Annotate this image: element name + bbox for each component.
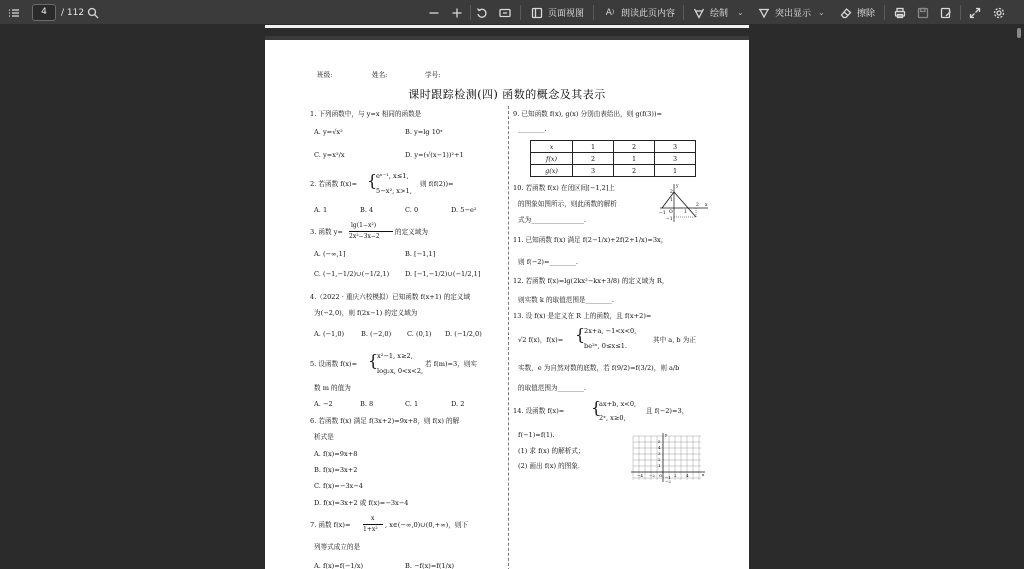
table-cell: 2 <box>573 153 614 165</box>
page-title: 课时跟踪检测(四) 函数的概念及其表示 <box>408 88 606 101</box>
name-field-label: 姓名: <box>372 71 388 79</box>
question-2-option-b: B. 4 <box>360 206 374 214</box>
graph-label: y <box>676 184 679 189</box>
question-9-blank: ________. <box>518 125 547 133</box>
question-13-piece-2: be²ˣ, 0≤x≤1. <box>584 342 628 350</box>
grid-label: y <box>665 432 668 437</box>
question-14-part-1: (1) 求 f(x) 的解析式； <box>518 447 585 455</box>
table-cell: 1 <box>655 165 696 177</box>
question-1-option-a: A. y=√x² <box>314 128 343 136</box>
graph-label: 1 <box>684 210 687 215</box>
rotate-icon <box>475 6 489 20</box>
question-13-text-end: 其中 a, b 为正 <box>653 336 696 344</box>
table-cell: f(x) <box>531 153 573 165</box>
contents-button[interactable] <box>7 0 21 25</box>
question-2-text-end: 则 f(f(2))= <box>420 180 454 188</box>
graph-label: −1 <box>659 211 666 216</box>
fullscreen-button[interactable] <box>968 0 982 25</box>
brace: { <box>367 171 378 190</box>
question-14-part-2: (2) 画出 f(x) 的图象. <box>518 462 580 470</box>
question-3-denominator: 2x²−3x−2 <box>349 233 380 240</box>
scrollbar-thumb[interactable] <box>1017 28 1021 38</box>
grid-label: 4 <box>686 473 689 478</box>
previous-page-edge <box>265 25 749 28</box>
question-2-option-c: C. 0 <box>405 206 419 214</box>
question-14-grid <box>631 432 709 484</box>
question-2-text: 2. 若函数 f(x)= <box>310 180 358 188</box>
question-5-text-line-2: 数 m 的值为 <box>314 384 351 392</box>
table-cell: 3 <box>655 153 696 165</box>
expand-icon <box>968 6 982 20</box>
question-10-graph <box>658 182 710 224</box>
function-table <box>530 140 696 177</box>
question-3-numerator: lg(1−x²) <box>351 222 377 229</box>
graph-label: x <box>705 203 708 208</box>
page-view-button[interactable] <box>530 0 584 25</box>
page-total: / 112 <box>61 7 85 18</box>
rotate-button[interactable] <box>475 0 489 25</box>
question-10-text-line-3: 式为________________. <box>518 216 587 224</box>
highlighter-icon <box>757 6 771 20</box>
table-row <box>531 153 696 165</box>
save-as-button[interactable] <box>939 0 953 25</box>
save-icon <box>916 6 930 20</box>
draw-options-dropdown[interactable] <box>737 0 744 25</box>
question-11-text: 11. 已知函数 f(x) 满足 f(2−1/x)+2f(2+1/x)=3x， <box>513 236 668 244</box>
question-3-option-c: C. (−1,−1/2)∪(−1/2,1) <box>314 270 390 278</box>
question-13-text-line-2: √2 f(x)，f(x)= <box>518 336 564 344</box>
table-row <box>531 141 696 153</box>
grid-label: x <box>702 472 705 477</box>
print-icon <box>893 6 907 20</box>
question-7-text: 7. 函数 f(x)= <box>310 521 351 529</box>
question-3-text: 3. 函数 y= <box>310 228 343 236</box>
draw-label: 绘制 <box>710 9 729 19</box>
save-as-icon <box>939 6 953 20</box>
question-9-text: 9. 已知函数 f(x), g(x) 分别由表给出，则 g(f(3))= <box>513 110 663 118</box>
table-cell: 3 <box>655 141 696 153</box>
gear-icon <box>992 6 1006 20</box>
question-1-option-b: B. y=lg 10ˣ <box>405 128 443 136</box>
pdf-toolbar <box>0 0 1024 25</box>
table-cell: 2 <box>614 165 655 177</box>
question-6-option-b: B. f(x)=3x+2 <box>314 466 358 474</box>
question-14-text: 14. 设函数 f(x)= <box>513 407 565 415</box>
class-field-label: 班级: <box>317 71 333 79</box>
question-4-text-line-2: 为(−2,0)，则 f(2x−1) 的定义域为 <box>314 309 418 317</box>
brace: { <box>591 398 602 417</box>
table-row <box>531 165 696 177</box>
fit-to-page-icon <box>498 6 512 20</box>
question-4-option-c: C. (0,1) <box>407 330 432 338</box>
question-13-text-line-4: 的取值范围为________. <box>518 384 587 392</box>
question-5-piece-1: x²−1, x≥2, <box>377 352 413 360</box>
grid-label: 2 <box>674 473 677 478</box>
draw-button[interactable] <box>692 0 728 25</box>
question-5-text-end: 若 f(m)=3，则实 <box>425 360 478 368</box>
question-7-option-a: A. f(x)=f(−1/x) <box>314 562 364 569</box>
question-5-option-b: B. 8 <box>360 400 374 408</box>
graph-label: 1 <box>670 198 673 203</box>
question-3-option-d: D. [−1,−1/2)∪(−1/2,1] <box>405 270 481 278</box>
question-11-text-line-2: 则 f(−2)=________. <box>518 258 578 266</box>
question-1-option-d: D. y=(√(x−1))²+1 <box>405 151 464 159</box>
question-2-piece-1: eˣ⁻¹, x≤1, <box>376 172 409 180</box>
question-5-text: 5. 设函数 f(x)= <box>310 360 358 368</box>
table-cell: 3 <box>573 165 614 177</box>
plus-icon <box>450 6 464 20</box>
search-button[interactable] <box>86 0 100 25</box>
grid-label: 3 <box>658 451 661 456</box>
erase-button[interactable] <box>839 0 875 25</box>
question-1-text: 1. 下列函数中，与 y=x 相同的函数是 <box>310 110 422 118</box>
question-3-text-end: 的定义域为 <box>395 228 428 236</box>
grid-label: 4 <box>658 445 661 450</box>
table-cell: 1 <box>573 141 614 153</box>
grid-label: −2 <box>665 479 671 484</box>
question-7-text-end: , x∈(−∞,0)∪(0,+∞)，则下 <box>385 521 469 529</box>
print-button[interactable] <box>893 0 907 25</box>
question-5-option-a: A. −2 <box>314 400 333 408</box>
page-view-icon <box>530 6 544 20</box>
question-7-option-b: B. −f(x)=f(1/x) <box>405 562 455 569</box>
page-number-input[interactable]: 4 <box>32 4 56 21</box>
question-5-option-c: C. 1 <box>405 400 419 408</box>
graph-label: −1 <box>666 217 673 222</box>
question-14-piece-1: ax+b, x<0, <box>599 400 637 408</box>
minus-icon <box>427 6 441 20</box>
graph-label: O <box>669 210 673 215</box>
search-icon <box>86 6 100 20</box>
grid-label: 5 <box>658 439 661 444</box>
grid-label: 2 <box>658 457 661 462</box>
question-3-option-b: B. [−1,1] <box>405 250 436 258</box>
fraction-bar <box>349 231 393 232</box>
fraction-bar <box>363 524 383 525</box>
column-divider <box>508 106 509 569</box>
question-12-text-line-2: 则实数 k 的取值范围是________. <box>518 296 615 304</box>
question-7-denominator: 1+x² <box>363 526 378 533</box>
question-6-option-d: D. f(x)=3x+2 或 f(x)=−3x−4 <box>314 499 409 507</box>
table-cell: x <box>531 141 573 153</box>
zoom-out-button[interactable] <box>427 0 441 25</box>
grid-label: 1 <box>658 463 661 468</box>
grid-label: −1 <box>665 475 671 480</box>
highlight-button[interactable] <box>757 0 811 25</box>
table-cell: 1 <box>614 153 655 165</box>
question-6-option-a: A. f(x)=9x+8 <box>314 450 358 458</box>
question-2-option-d: D. 5−e² <box>451 206 477 214</box>
fit-page-button[interactable] <box>498 0 512 25</box>
grid-label: O <box>659 473 663 478</box>
grid-label: −2 <box>649 473 655 478</box>
question-3-option-a: A. (−∞,1] <box>314 250 346 258</box>
pdf-page <box>265 36 749 569</box>
brace: { <box>575 325 586 344</box>
settings-button[interactable] <box>992 0 1006 25</box>
question-14-piece-2: 2ˣ, x≥0, <box>599 414 626 422</box>
question-14-text-line-2: f(−1)=f(1). <box>518 431 555 439</box>
question-4-option-b: B. (−2,0) <box>361 330 392 338</box>
question-14-text-end: 且 f(−2)=3， <box>646 407 689 415</box>
chevron-down-icon: ⌄ <box>737 8 744 17</box>
question-4-option-a: A. (−1,0) <box>314 330 345 338</box>
read-aloud-button[interactable] <box>603 0 675 25</box>
save-button[interactable] <box>916 0 930 25</box>
student-id-field-label: 学号: <box>425 71 441 79</box>
question-13-piece-1: 2x+a, −1<x<0, <box>584 327 637 335</box>
page-header-rule <box>265 36 749 40</box>
chevron-down-icon: ⌄ <box>818 8 825 17</box>
question-7-text-line-2: 列等式成立的是 <box>314 543 361 551</box>
question-6-text: 6. 若函数 f(x) 满足 f(3x+2)=9x+8，则 f(x) 的解 <box>310 417 460 425</box>
question-12-text: 12. 若函数 f(x)=lg(2kx²−kx+3/8) 的定义域为 R， <box>513 277 669 285</box>
question-7-numerator: x <box>371 515 375 522</box>
read-aloud-label: 朗读此页内容 <box>621 9 676 19</box>
table-cell: g(x) <box>531 165 573 177</box>
grid-label: −4 <box>637 473 643 478</box>
brace: { <box>368 351 379 370</box>
erase-label: 擦除 <box>857 9 876 19</box>
question-1-option-c: C. y=x²/x <box>314 151 345 159</box>
question-2-piece-2: 5−x², x>1, <box>376 187 412 195</box>
eraser-icon <box>839 6 853 20</box>
question-13-text-line-3: 实数，e 为自然对数的底数，若 f(9/2)=f(3/2)，则 a/b <box>518 364 680 372</box>
graph-label: 2 <box>696 203 699 208</box>
question-10-text-line-2: 的图象如图所示，则此函数的解析 <box>518 200 617 208</box>
question-4-option-d: D. (−1/2,0) <box>445 330 482 338</box>
table-of-contents-icon <box>7 6 21 20</box>
question-10-text: 10. 若函数 f(x) 在闭区间[−1,2]上 <box>513 184 615 192</box>
graph-label: 2 <box>670 190 673 195</box>
question-2-option-a: A. 1 <box>314 206 328 214</box>
page-view-label: 页面视图 <box>548 9 585 19</box>
question-5-piece-2: log₂x, 0<x<2, <box>377 367 424 375</box>
question-4-text: 4.（2022 · 重庆六校模拟）已知函数 f(x+1) 的定义域 <box>310 293 471 301</box>
draw-icon <box>692 6 706 20</box>
table-cell: 2 <box>614 141 655 153</box>
highlight-label: 突出显示 <box>775 9 812 19</box>
vertical-scrollbar[interactable] <box>1014 25 1024 569</box>
question-6-option-c: C. f(x)=−3x−4 <box>314 482 363 490</box>
zoom-in-button[interactable] <box>450 0 464 25</box>
question-5-option-d: D. 2 <box>451 400 465 408</box>
read-aloud-icon: A ) <box>605 7 615 18</box>
highlight-options-dropdown[interactable] <box>818 0 825 25</box>
question-6-text-line-2: 析式是 <box>314 433 334 441</box>
question-13-text: 13. 设 f(x) 是定义在 R 上的函数，且 f(x+2)= <box>513 312 652 320</box>
